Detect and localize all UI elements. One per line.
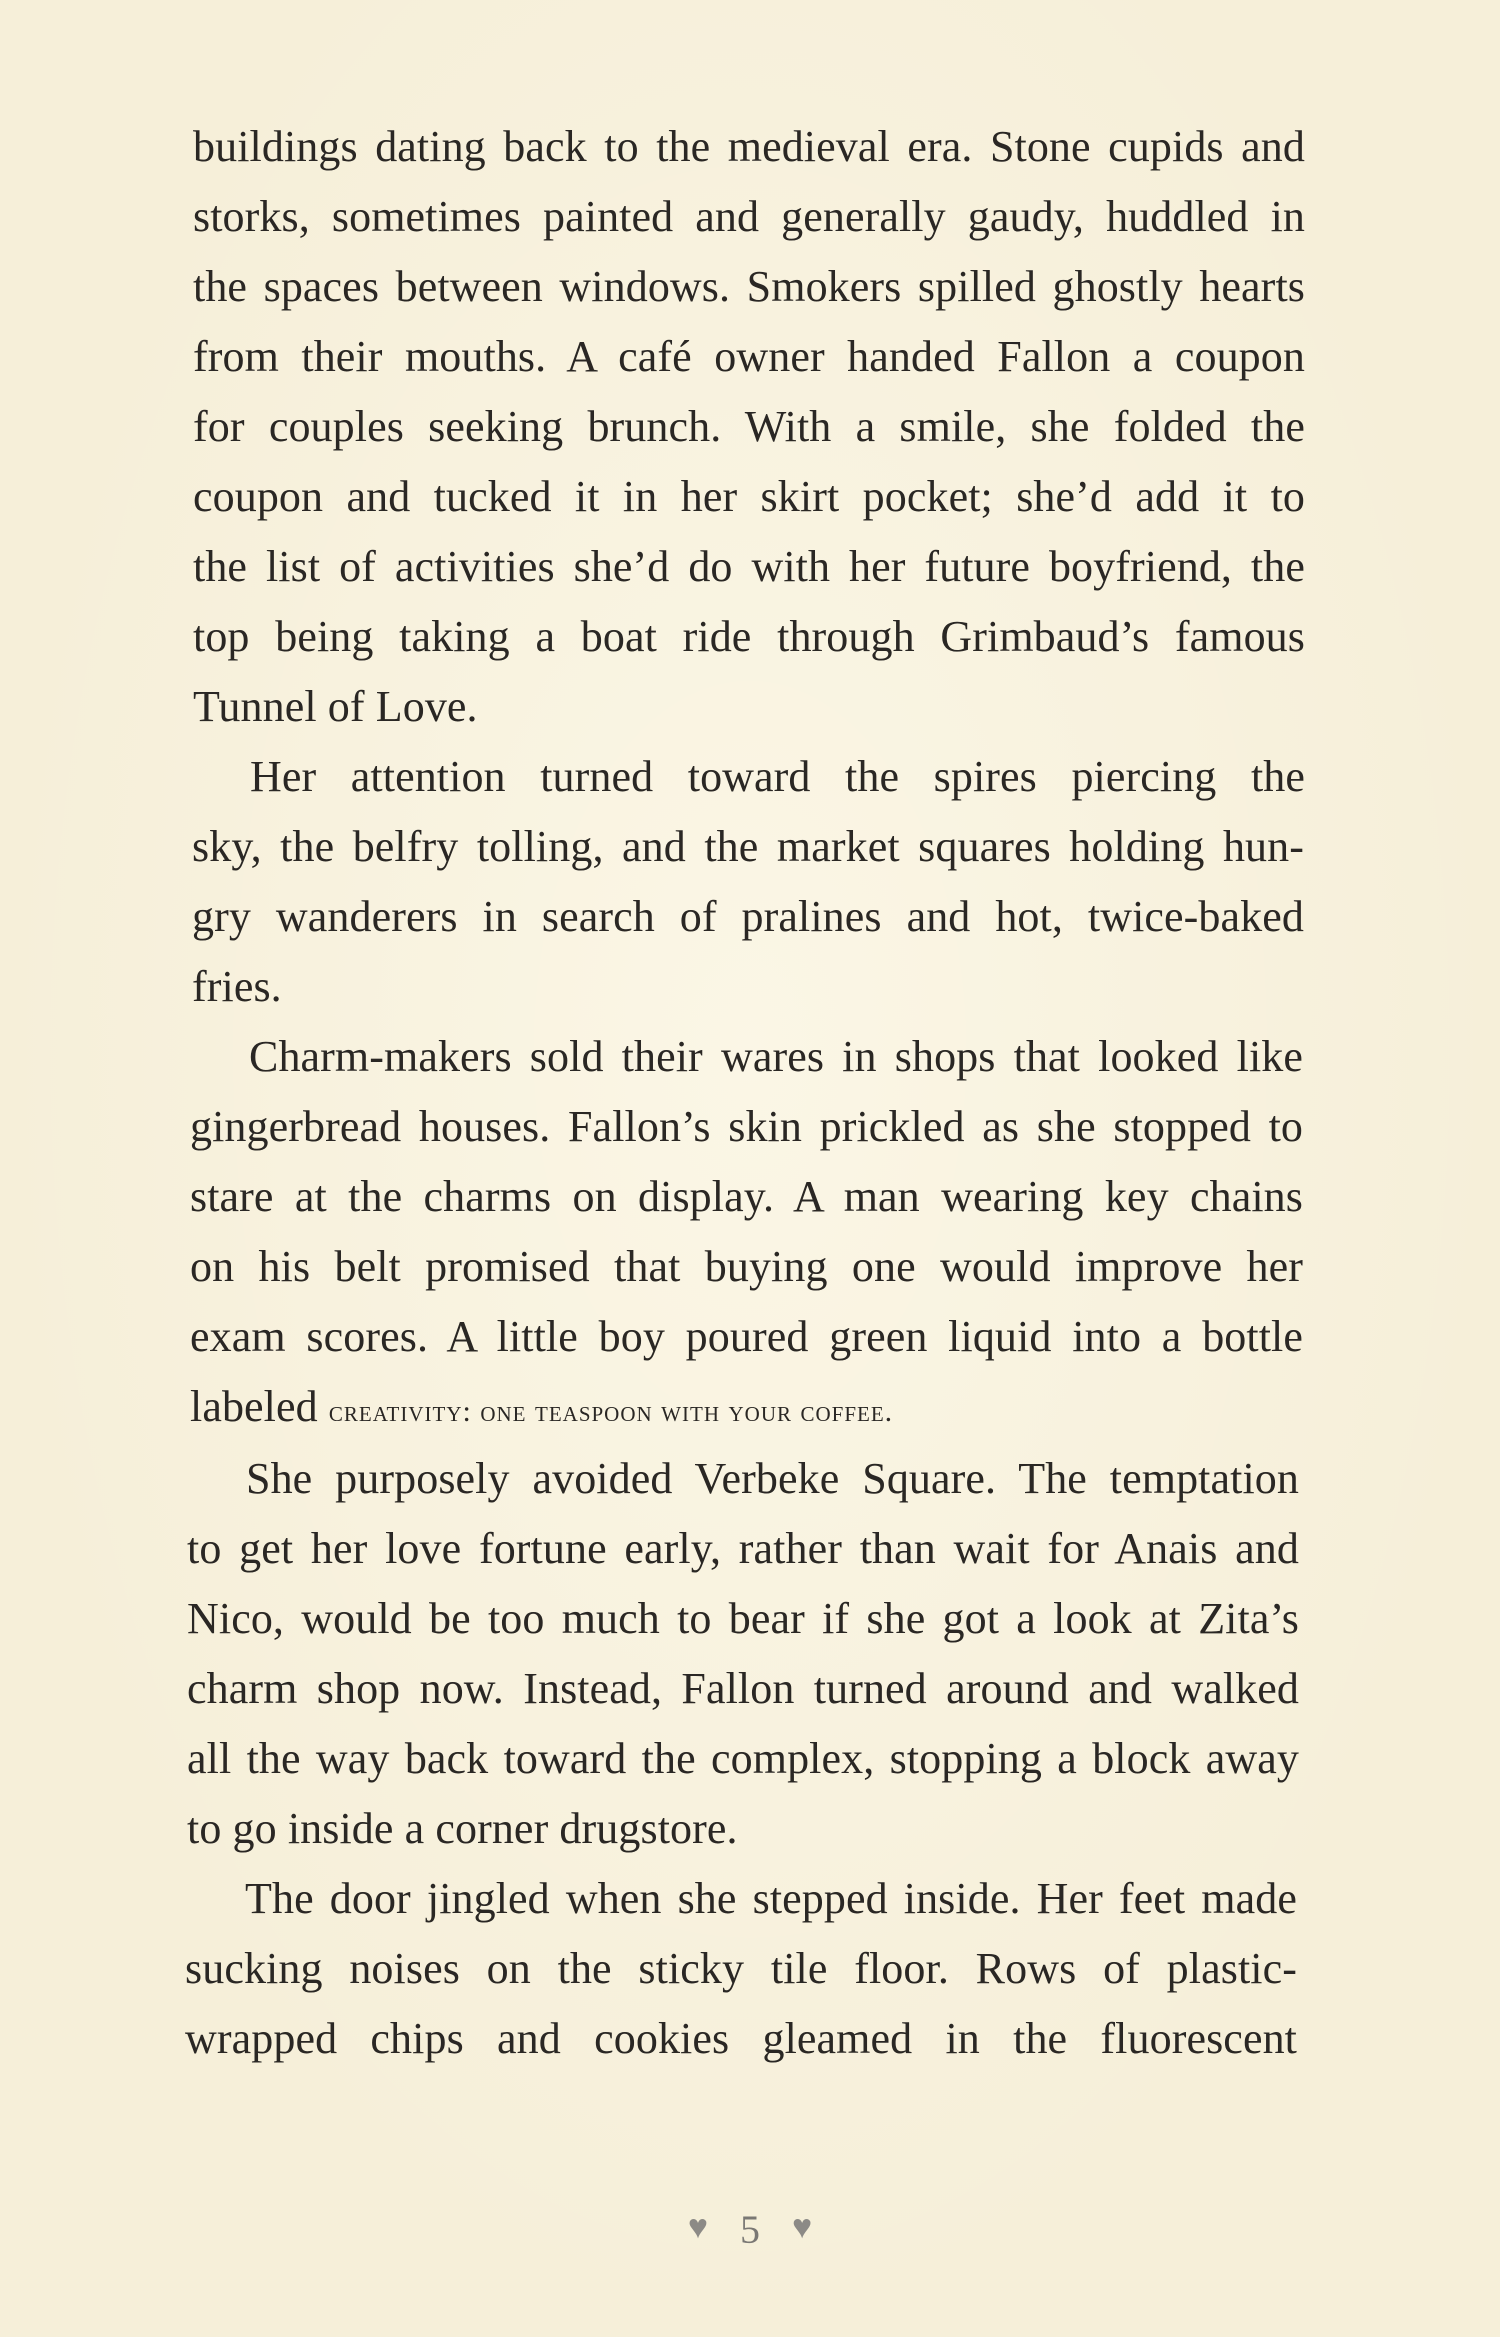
text-line: top being taking a boat ride through Grimbaud’s famous bbox=[193, 612, 1305, 661]
text-line: Her attention turned toward the spires piercing the bbox=[250, 752, 1305, 801]
text-line: wrapped chips and cookies gleamed in the fluorescent bbox=[185, 2014, 1297, 2063]
text-line: to get her love fortune early, rather than wait for Anais and bbox=[187, 1524, 1299, 1573]
page-footer bbox=[0, 2202, 1500, 2253]
text-line: gry wanderers in search of pralines and hot, twice-baked bbox=[192, 892, 1304, 941]
text-line: charm shop now. Instead, Fallon turned around and walked bbox=[187, 1664, 1299, 1713]
text-line: all the way back toward the complex, stopping a block away bbox=[187, 1734, 1299, 1783]
text-line: coupon and tucked it in her skirt pocket; she’d add it to bbox=[193, 472, 1305, 521]
label-text: creativity: one teaspoon with your coffee. bbox=[328, 1395, 894, 1428]
text-line: fries. bbox=[192, 962, 282, 1011]
text-line: exam scores. A little boy poured green liquid into a bottle bbox=[190, 1312, 1303, 1361]
text-line: Nico, would be too much to bear if she got a look at Zita’s bbox=[187, 1594, 1299, 1643]
text-line-prefix: labeled bbox=[190, 1382, 318, 1431]
text-line: the list of activities she’d do with her future boyfriend, the bbox=[193, 542, 1305, 591]
text-line: Charm-makers sold their wares in shops that looked like bbox=[249, 1032, 1303, 1081]
text-line: stare at the charms on display. A man wearing key chains bbox=[190, 1172, 1303, 1221]
text-line: She purposely avoided Verbeke Square. The temptation bbox=[246, 1454, 1299, 1503]
text-line: gingerbread houses. Fallon’s skin prickled as she stopped to bbox=[190, 1102, 1303, 1151]
text-line: sucking noises on the sticky tile floor. Rows of plastic- bbox=[185, 1944, 1297, 1993]
text-line: storks, sometimes painted and generally gaudy, huddled in bbox=[193, 192, 1305, 241]
text-line: for couples seeking brunch. With a smile, she folded the bbox=[193, 402, 1305, 451]
text-line: sky, the belfry tolling, and the market squares holding hun- bbox=[192, 822, 1304, 871]
heart-icon: ♥ bbox=[687, 2208, 708, 2246]
heart-icon: ♥ bbox=[792, 2208, 813, 2246]
text-line: from their mouths. A café owner handed Fallon a coupon bbox=[193, 332, 1305, 381]
page-number: 5 bbox=[740, 2207, 760, 2253]
text-line: to go inside a corner drugstore. bbox=[187, 1804, 738, 1853]
text-line: on his belt promised that buying one would improve her bbox=[190, 1242, 1303, 1291]
text-line: buildings dating back to the medieval era. Stone cupids and bbox=[193, 122, 1305, 171]
text-line bbox=[190, 1382, 894, 1431]
text-line: the spaces between windows. Smokers spilled ghostly hearts bbox=[193, 262, 1305, 311]
text-line: Tunnel of Love. bbox=[193, 682, 478, 731]
text-line: The door jingled when she stepped inside. Her feet made bbox=[245, 1874, 1297, 1923]
